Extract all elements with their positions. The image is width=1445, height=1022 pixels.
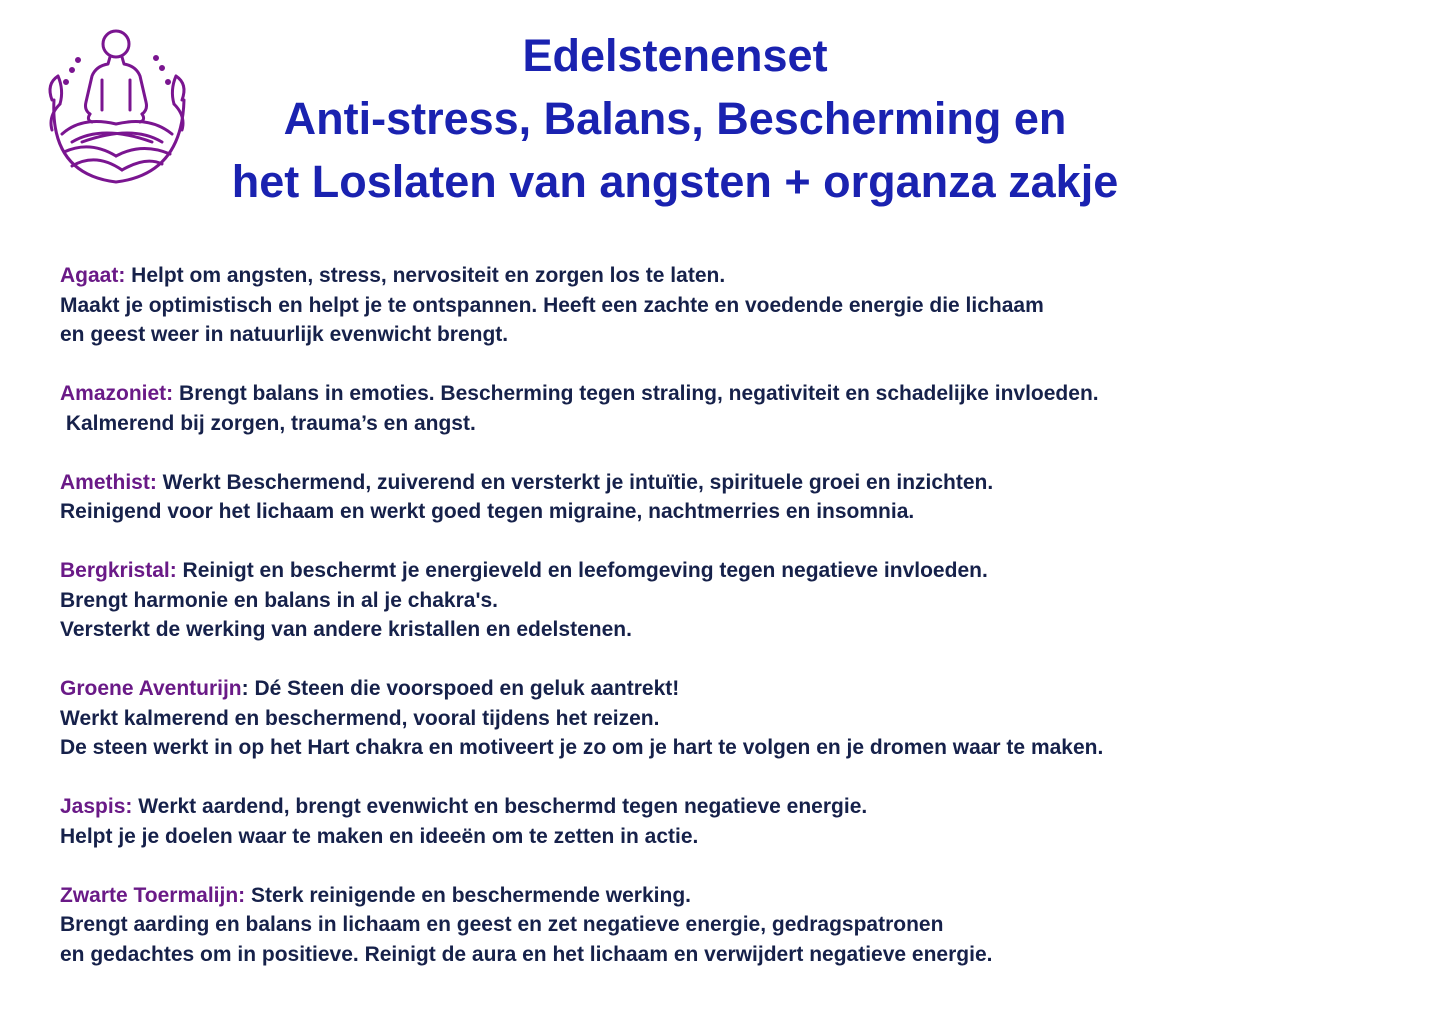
stone-entry-amethist (60, 468, 1420, 527)
stone-entry-bergkristal (60, 556, 1420, 645)
stone-description-line: Reinigend voor het lichaam en werkt goed tegen migraine, nachtmerries en insomnia. (60, 500, 915, 523)
stone-description-line: De steen werkt in op het Hart chakra en motiveert je zo om je hart te volgen en je dromen waar te maken. (60, 736, 1104, 759)
stone-entry-amazoniet (60, 379, 1420, 438)
stone-description-line: Werkt kalmerend en beschermend, vooral tijdens het reizen. (60, 706, 660, 730)
stone-list (60, 261, 1420, 999)
stone-description-line: Reinigt en beschermt je energieveld en leefomgeving tegen negatieve invloeden. (176, 559, 988, 582)
stone-name: Amazoniet: (60, 382, 174, 405)
stone-entry-groene-aventurijn (60, 674, 1420, 763)
stone-name: Jaspis: (60, 795, 133, 818)
stone-description-line: Helpt om angsten, stress, nervositeit en zorgen los te laten. (125, 264, 726, 287)
stone-entry-zwarte-toermalijn (60, 881, 1420, 970)
stone-name: Amethist: (60, 470, 157, 494)
stone-description-line: Sterk reinigende en beschermende werking. (245, 883, 691, 907)
stone-name: Groene Aventurijn (60, 677, 242, 700)
stone-description-line: Kalmerend bij zorgen, trauma’s en angst. (60, 411, 476, 435)
stone-description-line: Versterkt de werking van andere kristallen en edelstenen. (60, 618, 632, 641)
stone-description-line: Brengt balans in emoties. Bescherming tegen straling, negativiteit en schadelijke invloeden. (173, 382, 1099, 405)
title-line-3: het Loslaten van angsten + organza zakje (231, 156, 1119, 207)
title-line-1: Edelstenenset (522, 30, 828, 81)
stone-description-line: Werkt Beschermend, zuiverend en versterkt je intuïtie, spirituele groei en inzichten. (156, 470, 994, 494)
stone-name: Bergkristal: (60, 559, 177, 582)
stone-description-line: Werkt aardend, brengt evenwicht en beschermd tegen negatieve energie. (132, 795, 868, 818)
title-line-2: Anti-stress, Balans, Bescherming en (283, 93, 1067, 144)
stone-description-line: en gedachtes om in positieve. Reinigt de aura en het lichaam en verwijdert negatieve energie. (60, 942, 993, 966)
stone-description-line: Helpt je je doelen waar te maken en ideeën om te zetten in actie. (60, 824, 699, 848)
stone-description-line: Maakt je optimistisch en helpt je te ontspannen. Heeft een zachte en voedende energie die lichaam (60, 293, 1044, 317)
stone-description-line: : Dé Steen die voorspoed en geluk aantrekt! (241, 677, 680, 700)
stone-description-line: Brengt harmonie en balans in al je chakra's. (60, 588, 498, 612)
stone-name: Agaat: (60, 264, 126, 287)
stone-entry-agaat (60, 261, 1420, 350)
stone-name: Zwarte Toermalijn: (60, 883, 246, 907)
stone-description-line: Brengt aarding en balans in lichaam en geest en zet negatieve energie, gedragspatronen (60, 913, 944, 936)
stone-description-line: en geest weer in natuurlijk evenwicht brengt. (60, 323, 509, 346)
page-title (150, 24, 1200, 213)
stone-entry-jaspis (60, 792, 1420, 851)
